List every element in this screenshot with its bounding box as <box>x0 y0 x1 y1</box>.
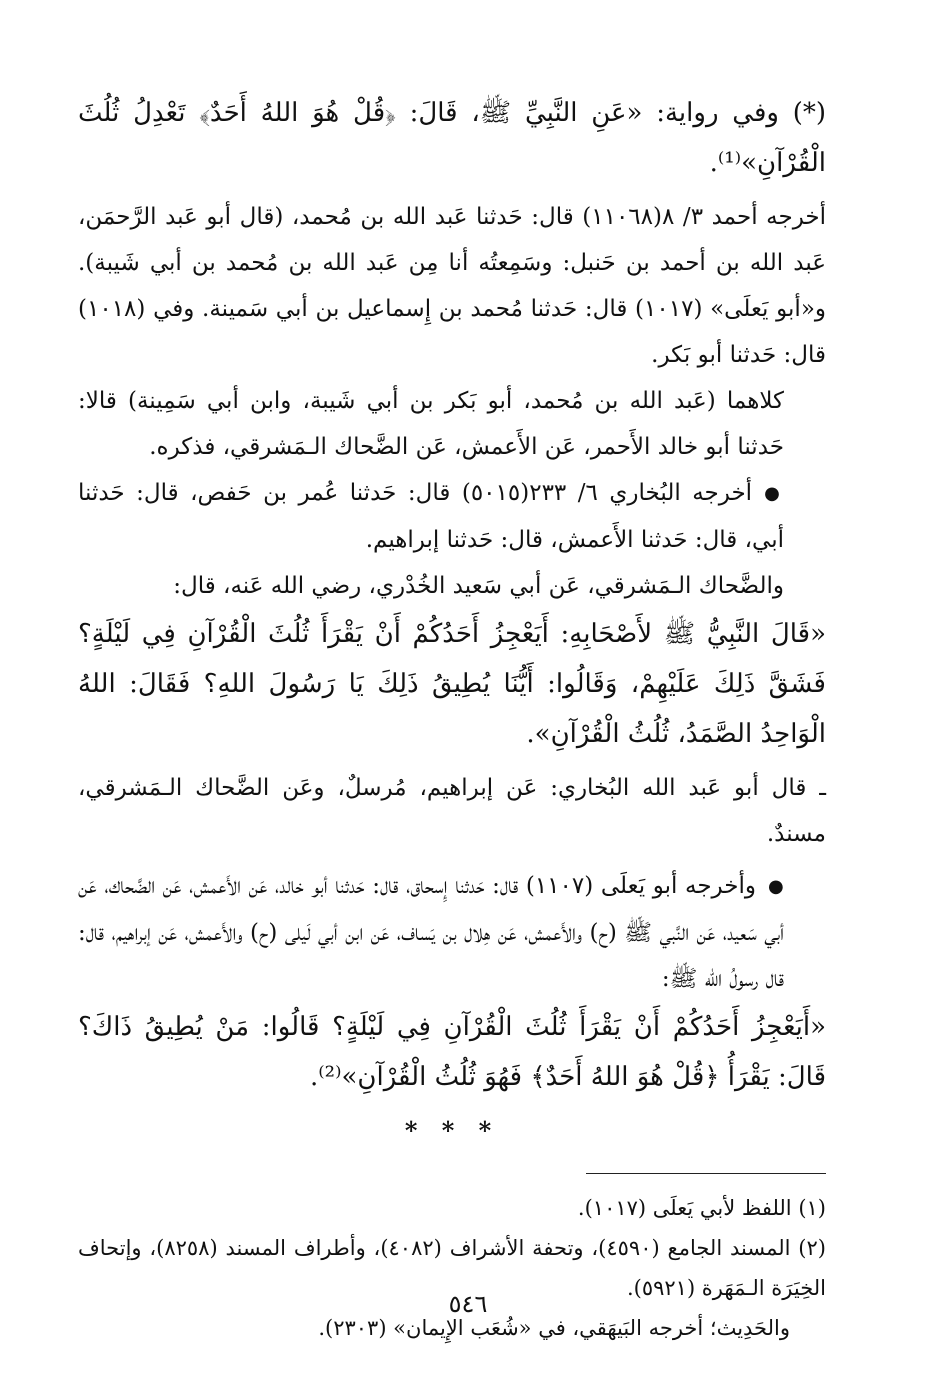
footnote-divider <box>586 1173 826 1174</box>
footnote-1: (١) اللفظ لأبي يَعلَى (١٠١٧). <box>577 1196 826 1220</box>
hadith-main-text: «قَالَ النَّبِيُّ ﷺ لأَصْحَابِهِ: أَيَعْجِزُ أَحَدُكُمْ أَنْ يَقْرَأَ ثُلُثَ الْقُرْآنِ فِي لَيْلَةٍ؟ فَشَقَّ ذَلِكَ عَلَيْهِمْ، وَقَالُوا: أَيُّنَا يُطِيقُ ذَلِكَ يَا رَسُولَ اللهِ؟ فَقَالَ: اللهُ الْوَاحِدُ الصَّمَدُ، ثُلُثُ الْقُرْآنِ». <box>78 619 826 749</box>
hadith-variant-text: (*) وفي رواية: «عَنِ النَّبِيِّ ﷺ، قَالَ: ﴿قُلْ هُوَ اللهُ أَحَدٌ﴾ تَعْدِلُ ثُلُثَ الْقُرْآنِ»⁽¹⁾. <box>78 98 826 178</box>
takhrij-abu-yala: ● وأخرجه أبو يَعلَى (١١٠٧) قال: حَدثنا إِسحاق، قال: حَدثنا أبو خالد، عَن الأَعمش، عَن الضَّحاك، عَن أبي سَعيد، عَن النَّبي ﷺ (ح) والأَعمش، عَن هِلال بن يَساف، عَن ابن أبي لَيلى (ح) والأَعمش، عَن إبراهيم، قال: قال رسولُ الله ﷺ: <box>78 863 826 1002</box>
takhrij-bukhari: ● أخرجه البُخاري ٦/ ٢٣٣(٥٠١٥) قال: حَدثنا عُمر بن حَفص، قال: حَدثنا أبي، قال: حَدثنا الأَعمش، قال: حَدثنا إبراهيم. <box>78 470 826 563</box>
isnad-summary: كلاهما (عَبد الله بن مُحمد، أبو بَكر بن أبي شَيبة، وابن أبي سَمِينة) قالا: حَدثنا أبو خالد الأَحمر، عَن الأَعمش، عَن الضَّحاك الـمَشرقي، فذكره. <box>78 388 784 460</box>
takhrij-ahmad: أخرجه أحمد ٣/ ٨(١١٠٦٨) قال: حَدثنا عَبد الله بن مُحمد، (قال أبو عَبد الرَّحمَن، عَبد الله بن أحمد بن حَنبل: وسَمِعتُه أنا مِن عَبد الله بن مُحمد بن أبي شَيبة). و«أبو يَعلَى» (١٠١٧) قال: حَدثنا مُحمد بن إِسماعيل بن أبي سَمينة. وفي (١٠١٨) قال: حَدثنا أبو بَكر. <box>78 204 826 368</box>
footnote-2: (٢) المسند الجامع (٤٥٩٠)، وتحفة الأشراف (٤٠٨٢)، وأطراف المسند (٨٢٥٨)، وإتحاف الخِيَرَة الـمَهَرة (٥٩٢١). <box>78 1236 826 1300</box>
footnote-2-continued: والحَدِيث؛ أخرجه البَيهَقي، في «شُعَب الإِيمان» (٢٣٠٣). <box>318 1316 790 1340</box>
isnad-dahhak: والضَّحاك الـمَشرقي، عَن أبي سَعيد الخُدْري، رضي الله عَنه، قال: <box>173 573 784 599</box>
section-separator: * * * <box>404 1116 500 1145</box>
bukhari-comment: ـ قال أبو عَبد الله البُخاري: عَن إبراهيم، مُرسلٌ، وعَن الضَّحاك الـمَشرقي، مسندٌ. <box>78 775 826 847</box>
hadith-abu-yala-text: «أَيَعْجِزُ أَحَدُكُمْ أَنْ يَقْرَأَ ثُلُثَ الْقُرْآنِ فِي لَيْلَةٍ؟ قَالُوا: مَنْ يُطِيقُ ذَاكَ؟ قَالَ: يَقْرَأُ ﴿قُلْ هُوَ اللهُ أَحَدٌ﴾ فَهُوَ ثُلُثُ الْقُرْآنِ»⁽²⁾. <box>78 1012 826 1092</box>
page-number: ٥٤٦ <box>448 1290 488 1318</box>
